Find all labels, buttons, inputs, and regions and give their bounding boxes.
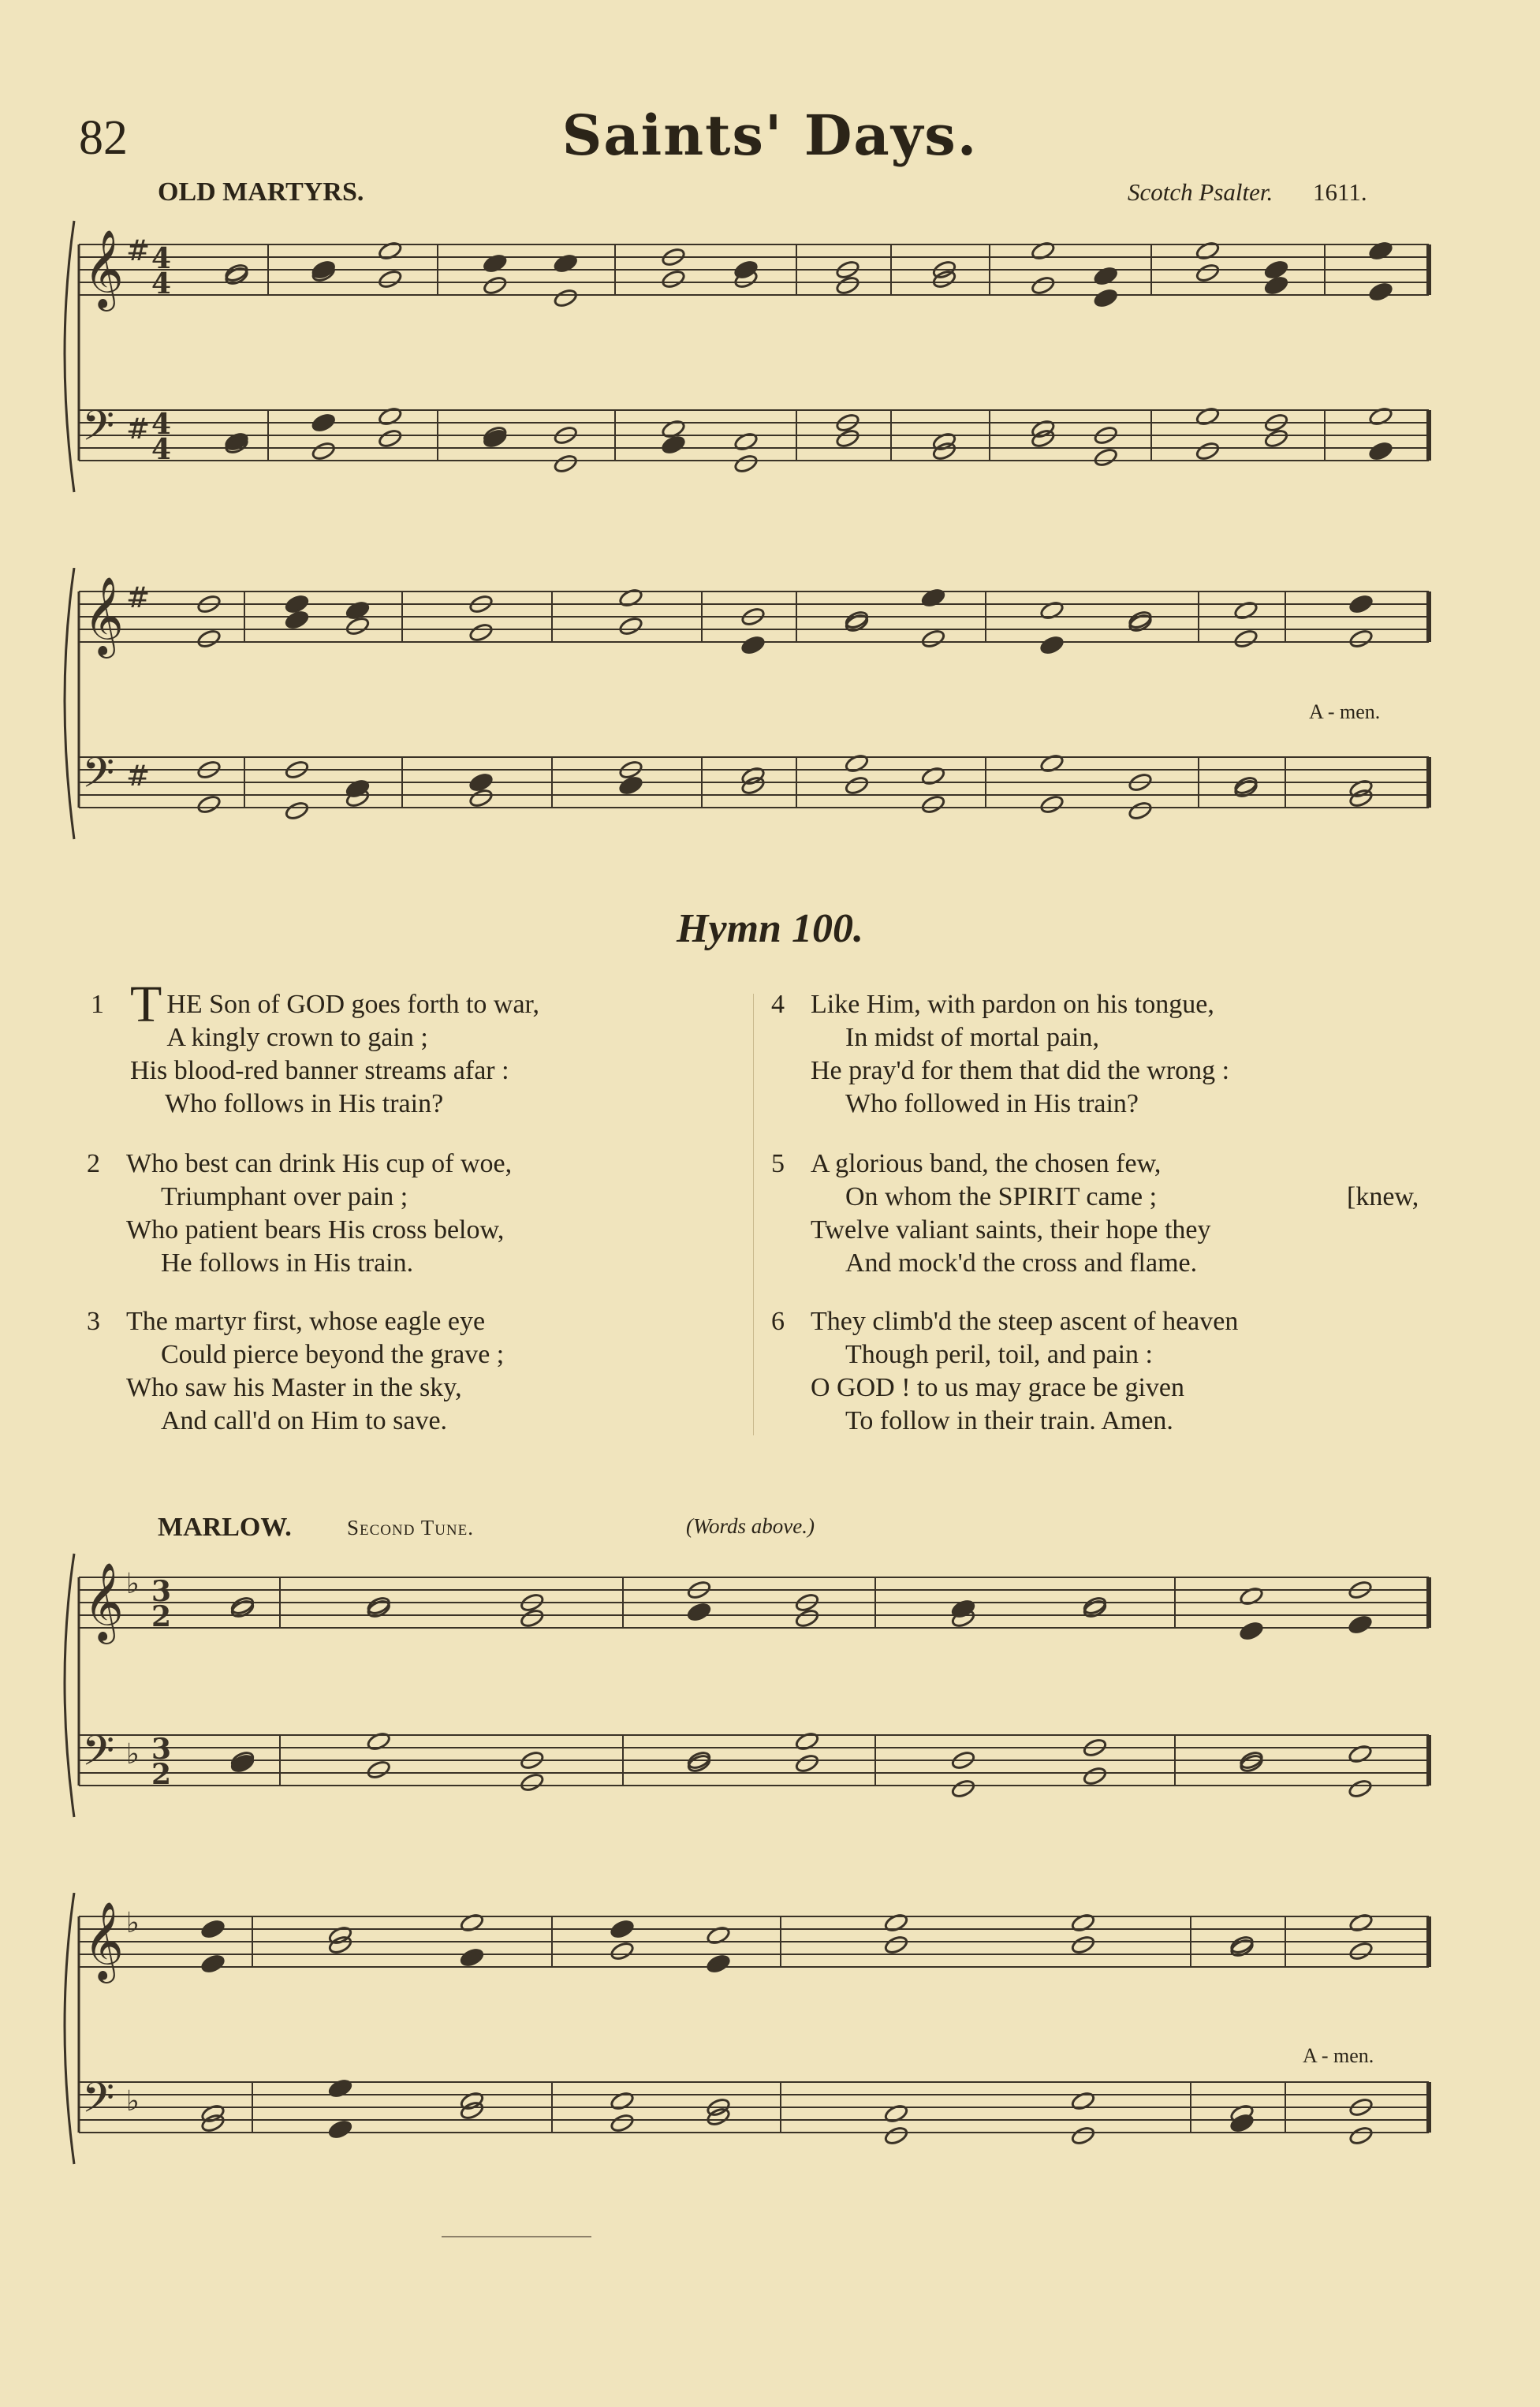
verse-number: 5 xyxy=(771,1149,785,1178)
note-head xyxy=(483,253,508,274)
brace xyxy=(65,1893,74,2164)
note-head xyxy=(1239,1586,1264,1607)
time-signature-top: 4 xyxy=(151,408,172,441)
brace xyxy=(65,568,74,839)
note-head xyxy=(1195,441,1220,461)
key-signature: # xyxy=(126,760,151,793)
verse-line: In midst of mortal pain, xyxy=(845,1023,1100,1052)
note-head xyxy=(1229,1935,1255,1955)
note-head xyxy=(1348,1614,1373,1635)
verse-line: They climb'd the steep ascent of heaven xyxy=(811,1307,1239,1336)
verse-6 xyxy=(771,1305,1239,1438)
verse-line: His blood-red banner streams afar : xyxy=(130,1056,509,1085)
note-head xyxy=(706,2107,731,2127)
note-head xyxy=(931,441,956,461)
verse-line: Twelve valiant saints, their hope they xyxy=(811,1215,1211,1245)
note-head xyxy=(1195,406,1220,427)
verse-line: Who follows in His train? xyxy=(165,1089,444,1118)
note-head xyxy=(794,1608,819,1629)
note-head xyxy=(284,610,309,630)
note-head xyxy=(883,1935,908,1955)
note-head xyxy=(224,431,249,452)
verse-line-overflow: [knew, xyxy=(1347,1182,1419,1211)
note-head xyxy=(366,1731,391,1752)
tune-year: 1611. xyxy=(1313,178,1367,206)
verse-2 xyxy=(87,1148,513,1280)
note-head xyxy=(1070,1935,1095,1955)
time-signature-bottom: 4 xyxy=(151,433,172,466)
bass-clef: 𝄢 xyxy=(82,2074,115,2133)
note-head xyxy=(468,622,494,643)
hymn-title: Hymn 100. xyxy=(677,906,863,951)
time-signature-bottom: 4 xyxy=(151,267,172,300)
note-head xyxy=(1263,259,1288,280)
note-head xyxy=(920,794,945,815)
verse-number: 6 xyxy=(771,1307,785,1336)
verse-5 xyxy=(771,1148,1419,1280)
treble-clef: 𝄞 xyxy=(84,1562,124,1641)
note-head xyxy=(553,288,578,308)
note-head xyxy=(618,775,643,796)
note-head xyxy=(794,1753,819,1774)
note-head xyxy=(327,2078,352,2099)
note-head xyxy=(844,775,869,796)
note-head xyxy=(1128,610,1153,630)
verse-line: And call'd on Him to save. xyxy=(161,1406,448,1435)
page-number: 82 xyxy=(79,111,128,165)
verse-line: On whom the SPIRIT came ; xyxy=(845,1182,1158,1211)
verse-line: HE Son of GOD goes forth to war, xyxy=(166,990,540,1019)
note-head xyxy=(733,453,759,474)
note-head xyxy=(1263,275,1288,296)
key-signature: ♭ xyxy=(126,2085,140,2118)
note-head xyxy=(931,269,956,289)
bass-clef: 𝄢 xyxy=(82,402,115,461)
treble-clef: 𝄞 xyxy=(84,230,124,308)
note-head xyxy=(459,2100,484,2121)
note-head xyxy=(459,1947,484,1968)
page-heading: Saints' Days. xyxy=(561,103,979,168)
tune-name: MARLOW. xyxy=(158,1513,292,1542)
verse-line: Who best can drink His cup of woe, xyxy=(126,1149,513,1178)
note-head xyxy=(1070,2125,1095,2146)
verse-line: Though peril, toil, and pain : xyxy=(845,1340,1153,1369)
note-head xyxy=(311,441,336,461)
note-head xyxy=(1348,594,1374,614)
verse-number: 2 xyxy=(87,1149,100,1178)
note-head xyxy=(224,263,249,283)
note-head xyxy=(706,1925,731,1946)
note-head xyxy=(327,1935,352,1955)
music-system-2 xyxy=(0,568,1540,883)
key-signature: ♭ xyxy=(126,1568,140,1600)
verse-line: He follows in His train. xyxy=(161,1248,414,1278)
verse-line: Could pierce beyond the grave ; xyxy=(161,1340,505,1369)
key-signature: # xyxy=(126,413,151,446)
note-head xyxy=(520,1608,545,1629)
key-signature: ♭ xyxy=(126,1738,140,1771)
note-head xyxy=(200,1919,226,1939)
note-head xyxy=(311,259,336,280)
note-head xyxy=(284,800,309,821)
note-head xyxy=(920,629,945,649)
note-head xyxy=(196,629,222,649)
note-head xyxy=(459,1913,484,1933)
note-head xyxy=(661,419,686,439)
note-head xyxy=(1082,1766,1107,1786)
note-head xyxy=(366,1595,391,1616)
note-head xyxy=(553,253,578,274)
note-head xyxy=(1128,613,1153,633)
note-head xyxy=(1348,1913,1374,1933)
drop-cap: T xyxy=(130,976,162,1033)
note-head xyxy=(920,766,945,786)
note-head xyxy=(1070,2091,1095,2111)
note-head xyxy=(883,2103,908,2124)
note-head xyxy=(610,1941,635,1961)
note-head xyxy=(1368,441,1393,461)
time-signature-top: 4 xyxy=(151,242,172,275)
verse-line: A kingly crown to gain ; xyxy=(166,1023,428,1052)
note-head xyxy=(468,772,494,793)
note-head xyxy=(196,794,222,815)
note-head xyxy=(1082,1599,1107,1619)
treble-clef: 𝄞 xyxy=(84,1901,124,1980)
note-head xyxy=(740,775,766,796)
note-head xyxy=(200,1954,226,1974)
note-head xyxy=(706,1954,731,1974)
note-head xyxy=(740,635,766,655)
note-head xyxy=(1233,775,1258,796)
note-head xyxy=(1229,2113,1255,2133)
note-head xyxy=(1233,629,1258,649)
tune-source: Scotch Psalter. xyxy=(1128,178,1273,206)
note-head xyxy=(920,588,945,608)
treble-clef: 𝄞 xyxy=(84,577,124,655)
verse-line: To follow in their train. Amen. xyxy=(845,1406,1173,1435)
note-head xyxy=(483,428,508,449)
note-head xyxy=(618,616,643,636)
note-head xyxy=(200,2113,226,2133)
amen-label: A - men. xyxy=(1309,700,1381,723)
note-head xyxy=(835,428,860,449)
note-head xyxy=(1239,1621,1264,1641)
note-head xyxy=(1348,2125,1374,2146)
bass-clef: 𝄢 xyxy=(82,1727,115,1786)
words-reference: (Words above.) xyxy=(686,1514,815,1538)
note-head xyxy=(1348,629,1374,649)
note-head xyxy=(1368,241,1393,261)
note-head xyxy=(224,266,249,286)
note-head xyxy=(1239,1753,1264,1774)
tune-note: Second Tune. xyxy=(347,1516,475,1539)
music-system-1 xyxy=(0,213,1540,544)
note-head xyxy=(1195,263,1220,283)
verse-line: And mock'd the cross and flame. xyxy=(845,1248,1198,1278)
note-head xyxy=(1263,428,1288,449)
note-head xyxy=(1039,600,1065,621)
note-head xyxy=(686,1602,711,1622)
note-head xyxy=(610,1919,635,1939)
note-head xyxy=(1031,241,1056,261)
note-head xyxy=(1039,753,1065,774)
note-head xyxy=(1082,1595,1107,1616)
note-head xyxy=(1229,1938,1255,1958)
verse-line: Triumphant over pain ; xyxy=(161,1182,408,1211)
key-signature: # xyxy=(126,582,151,614)
verse-line: A glorious band, the chosen few, xyxy=(811,1149,1162,1178)
note-head xyxy=(1368,406,1393,427)
time-signature-top: 3 xyxy=(151,1733,172,1766)
verse-line: Who patient bears His cross below, xyxy=(126,1215,505,1245)
note-head xyxy=(553,453,578,474)
verse-number: 1 xyxy=(91,990,104,1019)
note-head xyxy=(284,594,309,614)
note-head xyxy=(844,753,869,774)
verse-3 xyxy=(87,1305,505,1438)
note-head xyxy=(1031,428,1056,449)
note-head xyxy=(229,1599,255,1619)
note-head xyxy=(610,2091,635,2111)
note-head xyxy=(229,1753,255,1774)
note-head xyxy=(366,1760,391,1780)
note-head xyxy=(1233,600,1258,621)
verse-4 xyxy=(771,988,1230,1121)
verse-line: Like Him, with pardon on his tongue, xyxy=(811,990,1214,1019)
note-head xyxy=(844,613,869,633)
key-signature: # xyxy=(126,235,151,267)
time-signature-bottom: 2 xyxy=(151,1600,172,1633)
note-head xyxy=(229,1595,255,1616)
note-head xyxy=(1348,1778,1373,1799)
note-head xyxy=(327,2119,352,2140)
note-head xyxy=(378,406,403,427)
tune-name: OLD MARTYRS. xyxy=(158,177,364,207)
note-head xyxy=(835,275,860,296)
note-head xyxy=(1128,800,1153,821)
verse-line: The martyr first, whose eagle eye xyxy=(126,1307,486,1336)
key-signature: ♭ xyxy=(126,1907,140,1939)
note-head xyxy=(883,1913,908,1933)
note-head xyxy=(311,412,336,433)
music-system-3 xyxy=(0,1546,1540,1861)
note-head xyxy=(1368,282,1393,302)
note-head xyxy=(378,241,403,261)
note-head xyxy=(661,435,686,455)
brace xyxy=(65,1554,74,1817)
column-divider xyxy=(753,994,754,1435)
verse-line: O GOD ! to us may grace be given xyxy=(811,1373,1184,1402)
note-head xyxy=(661,269,686,289)
note-head xyxy=(733,431,759,452)
verse-number: 4 xyxy=(771,990,785,1019)
note-head xyxy=(618,588,643,608)
printer-mark xyxy=(442,2236,591,2237)
note-head xyxy=(345,600,370,621)
note-head xyxy=(345,616,370,636)
verse-line: Who followed in His train? xyxy=(845,1089,1139,1118)
note-head xyxy=(483,275,508,296)
note-head xyxy=(366,1599,391,1619)
note-head xyxy=(1233,778,1258,799)
verse-1 xyxy=(91,976,540,1121)
note-head xyxy=(1039,635,1065,655)
note-head xyxy=(1093,447,1118,468)
verse-number: 3 xyxy=(87,1307,100,1336)
time-signature-top: 3 xyxy=(151,1575,172,1608)
note-head xyxy=(1031,275,1056,296)
verse-line: He pray'd for them that did the wrong : xyxy=(811,1056,1230,1085)
note-head xyxy=(1348,1941,1374,1961)
verse-line: Who saw his Master in the sky, xyxy=(126,1373,462,1402)
note-head xyxy=(610,2113,635,2133)
note-head xyxy=(883,2125,908,2146)
note-head xyxy=(1039,794,1065,815)
note-head xyxy=(520,1772,545,1793)
brace xyxy=(65,221,74,492)
note-head xyxy=(1093,288,1118,308)
time-signature-bottom: 2 xyxy=(151,1758,172,1791)
note-head xyxy=(844,610,869,630)
note-head xyxy=(794,1731,819,1752)
note-head xyxy=(1070,1913,1095,1933)
note-head xyxy=(1348,788,1374,808)
note-head xyxy=(1348,1744,1373,1764)
note-head xyxy=(686,1753,711,1774)
bass-clef: 𝄢 xyxy=(82,749,115,808)
note-head xyxy=(1195,241,1220,261)
amen-label: A - men. xyxy=(1303,2044,1374,2067)
note-head xyxy=(1093,266,1118,286)
note-head xyxy=(468,788,494,808)
note-head xyxy=(378,428,403,449)
note-head xyxy=(378,269,403,289)
note-head xyxy=(950,1778,975,1799)
